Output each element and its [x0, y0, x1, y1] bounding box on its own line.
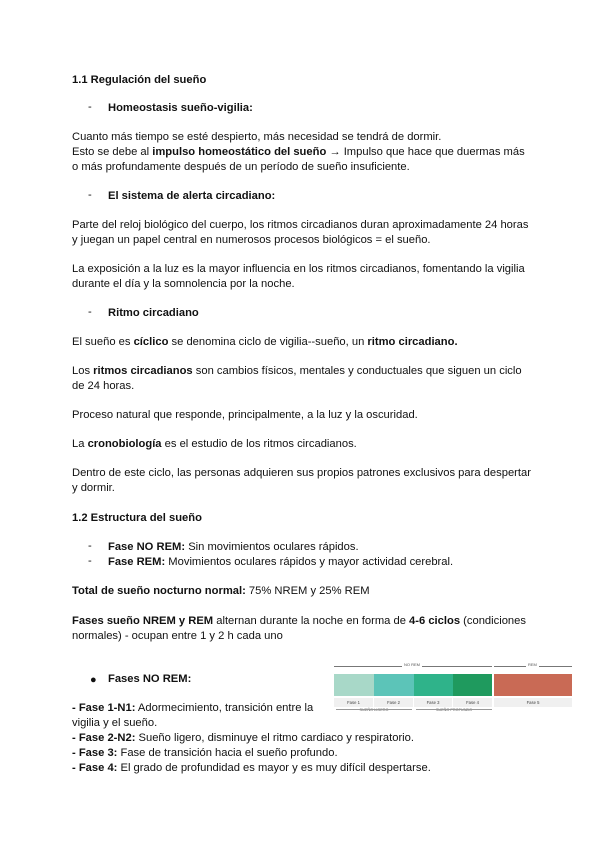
- paragraph-line: Cuanto más tiempo se esté despierto, más necesidad se tendrá de dormir.: [72, 131, 442, 143]
- paragraph-line: Parte del reloj biológico del cuerpo, los ritmos circadianos duran aproximadamente 24 horas: [72, 219, 529, 231]
- phase-block-3: [414, 674, 453, 696]
- phase-block-2: [374, 674, 414, 696]
- sub-label-light: SUEÑO LIGERO: [359, 708, 389, 712]
- paragraph-line: Los ritmos circadianos son cambios físicos, mentales y conductuales que siguen un ciclo: [72, 365, 522, 377]
- paragraph-line: Esto se debe al impulso homeostático del sueño → Impulso que hace que duermas más: [72, 146, 525, 158]
- paragraph-line: Dentro de este ciclo, las personas adquieren sus propios patrones exclusivos para despertar: [72, 467, 531, 479]
- sleep-phases-diagram: [334, 660, 572, 716]
- section-heading-estructura: 1.2 Estructura del sueño: [72, 512, 202, 524]
- subheading-ritmo-circadiano: Ritmo circadiano: [108, 307, 199, 319]
- phase-block-5: [494, 674, 572, 696]
- phase-line: - Fase 2-N2: Sueño ligero, disminuye el ritmo cardiaco y respiratorio.: [72, 732, 414, 744]
- phase-line: - Fase 1-N1: Adormecimiento, transición entre la: [72, 702, 314, 714]
- section-heading-regulacion: 1.1 Regulación del sueño: [72, 74, 207, 86]
- paragraph-line: normales) - ocupan entre 1 y 2 h cada uno: [72, 630, 283, 642]
- phase-block-1: [334, 674, 374, 696]
- nrem-label: NO REM: [404, 662, 420, 667]
- list-item: Fase REM: Movimientos oculares rápidos y mayor actividad cerebral.: [108, 556, 454, 568]
- rem-label: REM: [528, 662, 537, 667]
- phase-line: vigilia y el sueño.: [72, 717, 158, 729]
- paragraph-line: de 24 horas.: [72, 380, 135, 392]
- phase-name: Fase 5: [494, 698, 572, 707]
- sub-bracket-light: [336, 708, 412, 712]
- paragraph-line: durante el día y la somnolencia por la noche.: [72, 278, 295, 290]
- dash-marker: -: [88, 555, 92, 567]
- dash-marker: -: [88, 101, 92, 113]
- bullet-marker: ●: [90, 674, 97, 686]
- sub-bracket-deep: [416, 708, 492, 712]
- subheading-alerta-circadiano: El sistema de alerta circadiano:: [108, 190, 276, 202]
- phase-line: - Fase 3: Fase de transición hacia el sueño profundo.: [72, 747, 338, 759]
- subheading-homeostasis: Homeostasis sueño-vigilia:: [108, 102, 253, 114]
- rem-bracket: [494, 660, 572, 672]
- paragraph-line: Fases sueño NREM y REM alternan durante la noche en forma de 4-6 ciclos (condiciones: [72, 615, 526, 627]
- nrem-bracket: [334, 660, 492, 672]
- paragraph-line: Total de sueño nocturno normal: 75% NREM y 25% REM: [72, 585, 370, 597]
- dash-marker: -: [88, 189, 92, 201]
- phase-name: Fase 2: [374, 698, 413, 707]
- phase-line: - Fase 4: El grado de profundidad es mayor y es muy difícil despertarse.: [72, 762, 431, 774]
- sub-label-deep: SUEÑO PROFUNDO: [435, 708, 473, 712]
- dash-marker: -: [88, 540, 92, 552]
- paragraph-line: y juegan un papel central en numerosos procesos biológicos = el sueño.: [72, 234, 431, 246]
- paragraph-line: Proceso natural que responde, principalmente, a la luz y la oscuridad.: [72, 409, 418, 421]
- subheading-fases-no-rem: Fases NO REM:: [108, 673, 192, 685]
- list-item: Fase NO REM: Sin movimientos oculares rápidos.: [108, 541, 359, 553]
- phase-block-4: [453, 674, 492, 696]
- paragraph-line: y dormir.: [72, 482, 115, 494]
- dash-marker: -: [88, 306, 92, 318]
- paragraph-line: o más profundamente después de un período de sueño insuficiente.: [72, 161, 410, 173]
- paragraph-line: La cronobiología es el estudio de los ritmos circadianos.: [72, 438, 357, 450]
- phase-name: Fase 1: [334, 698, 373, 707]
- phase-name: Fase 4: [453, 698, 492, 707]
- paragraph-line: La exposición a la luz es la mayor influencia en los ritmos circadianos, fomentando la vigilia: [72, 263, 525, 275]
- phase-name: Fase 3: [414, 698, 452, 707]
- paragraph-line: El sueño es cíclico se denomina ciclo de vigilia--sueño, un ritmo circadiano.: [72, 336, 458, 348]
